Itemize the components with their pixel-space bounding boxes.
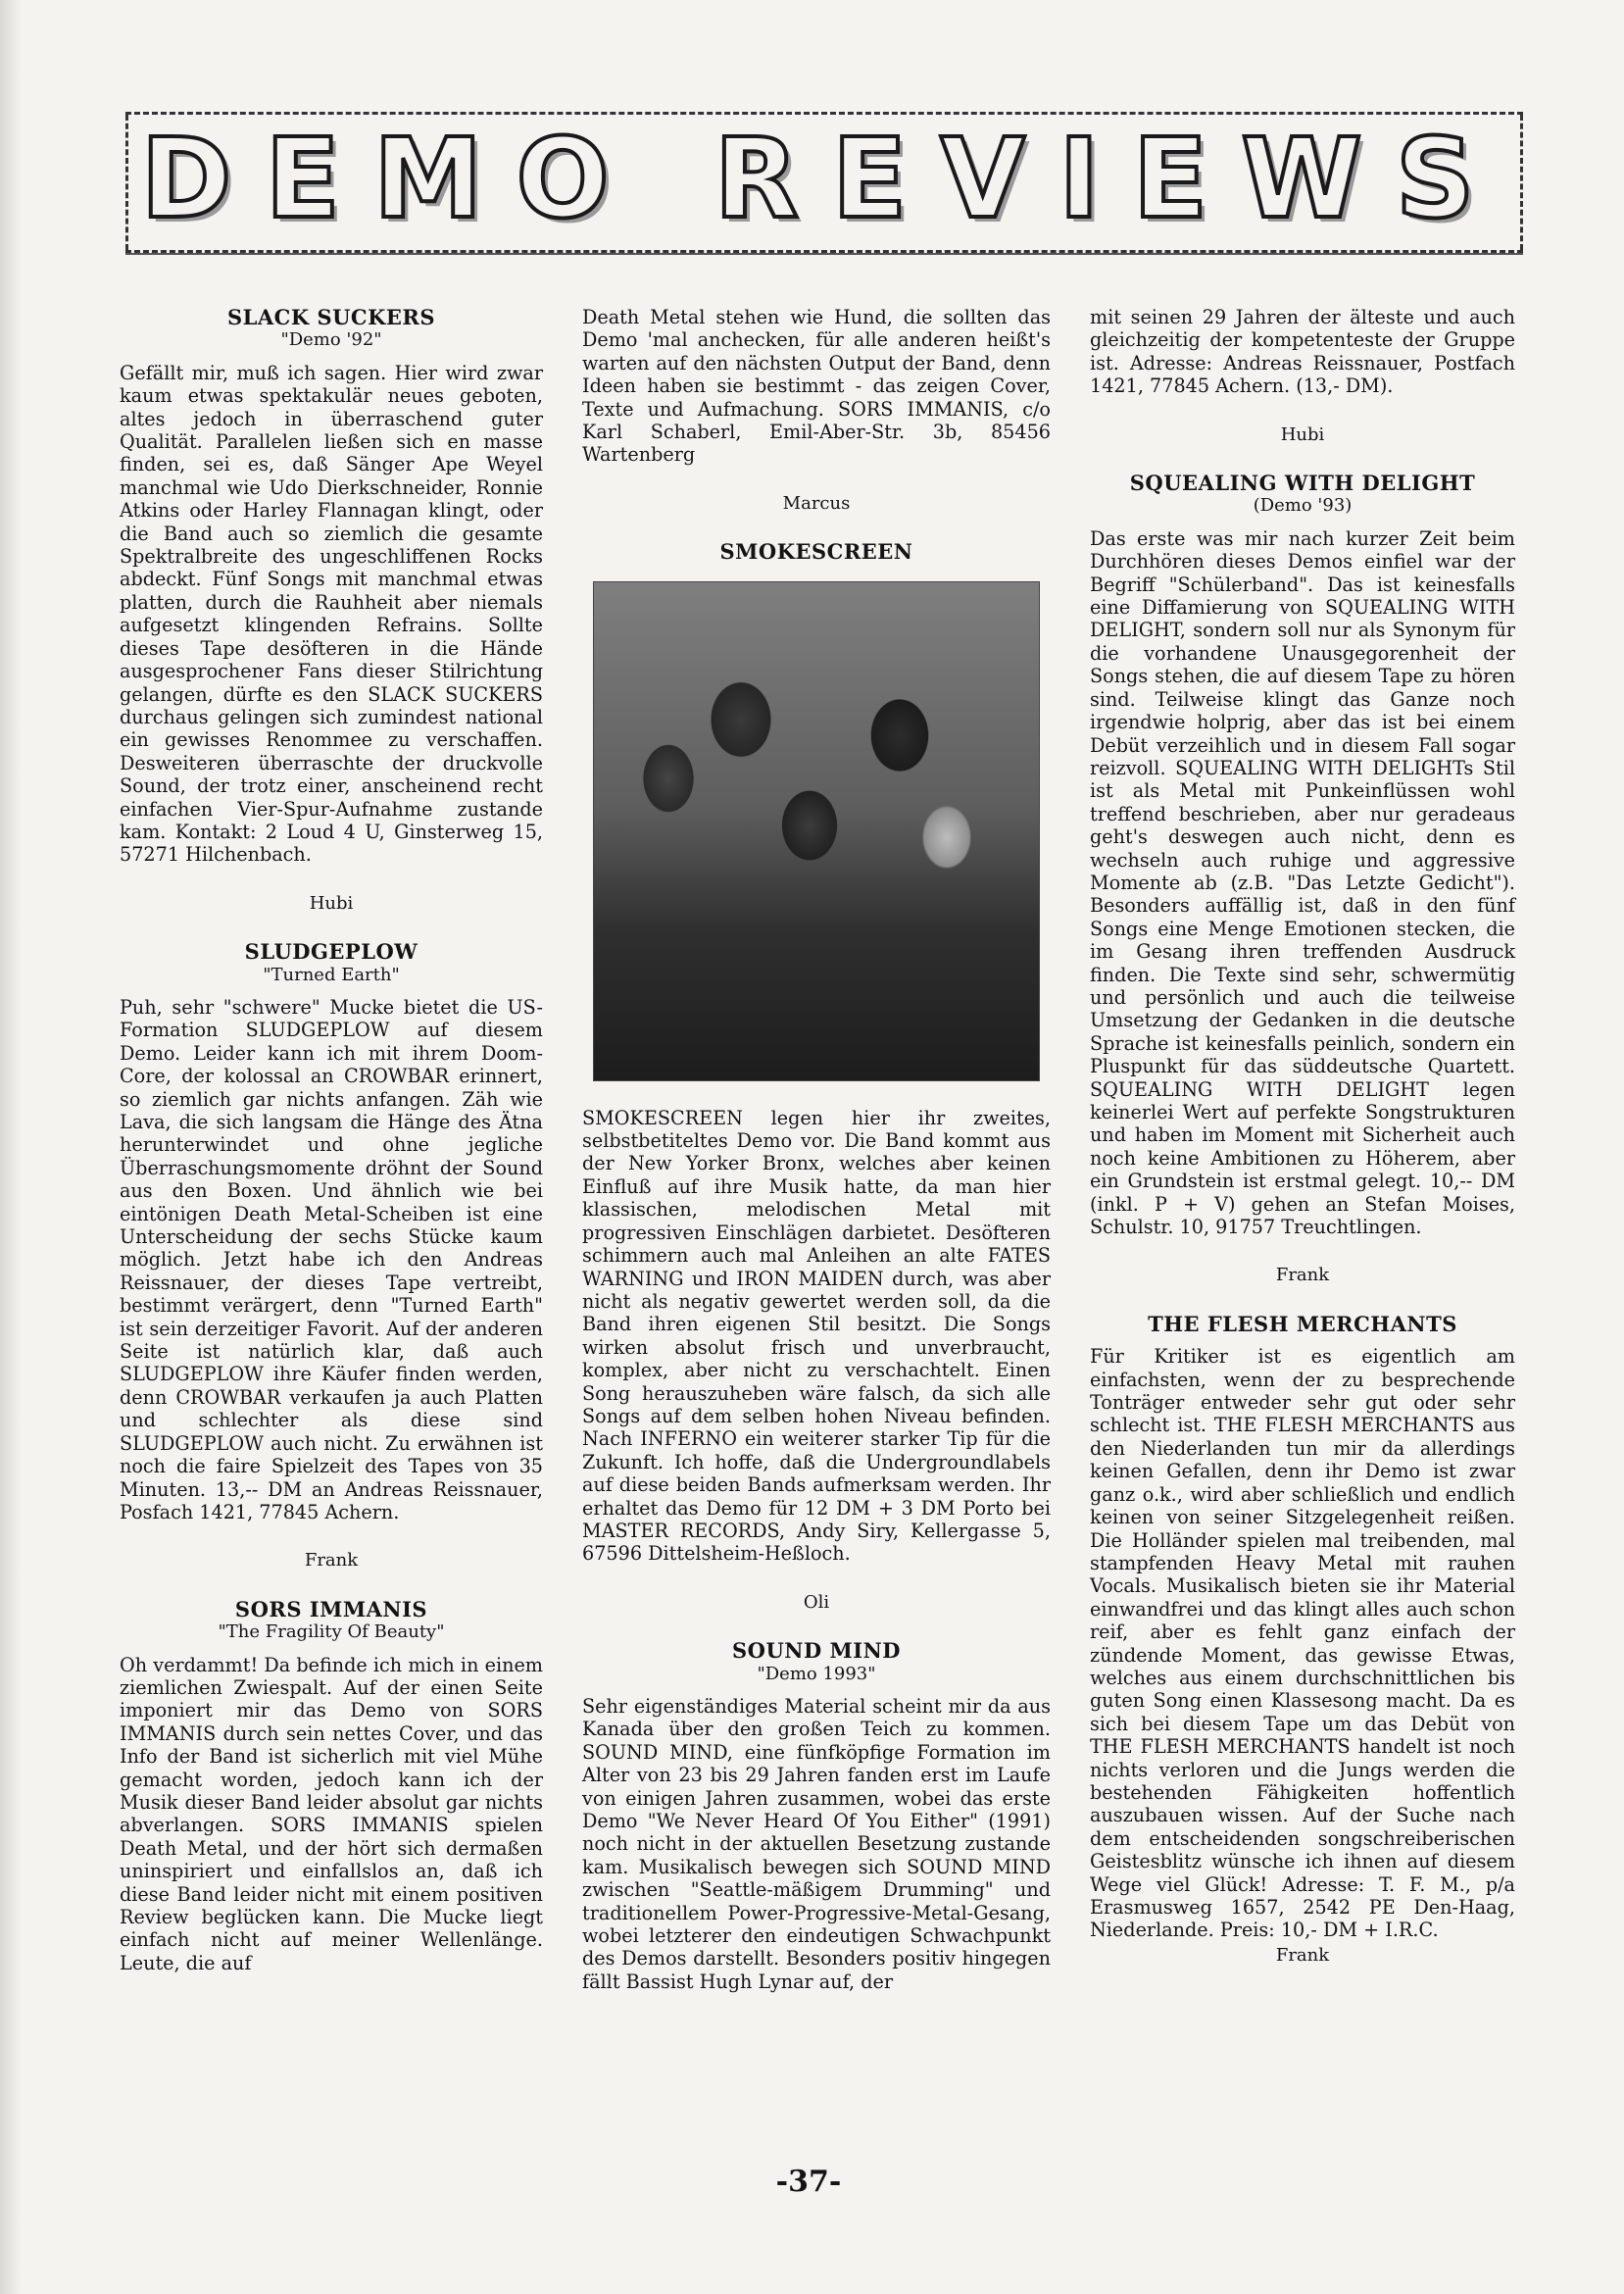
review-author: Hubi	[309, 892, 354, 914]
band-name: SQUEALING WITH DELIGHT	[1129, 471, 1476, 496]
review-author: Oli	[803, 1591, 830, 1613]
review-header-smokescreen	[582, 540, 1051, 563]
review-header-slack-suckers	[120, 306, 543, 352]
band-name: SLUDGEPLOW	[244, 939, 418, 965]
review-author: Frank	[1275, 1265, 1330, 1286]
review-author: Frank	[304, 1550, 359, 1571]
review-header-sors-immanis	[120, 1598, 543, 1644]
review-header-the-flesh-merchants	[1090, 1313, 1515, 1335]
review-text: Puh, sehr "schwere" Mucke bietet die US-Formation SLUDGEPLOW auf diesem Demo. Leider kann ich mit ihrem Doom-Core, der kolossal an CROWBAR erinnert, so ziemlich gar nichts anfangen. Zäh wie Lava, die sich langsam die Hänge des Ätna herunterwindet und ohne jegliche Überraschungsmomente dröhnt der Sound aus den Boxen. Und ähnlich wie bei eintönigen Death Metal-Scheiben ist eine Unterscheidung der sechs Stücke kaum möglich. Jetzt habe ich den Andreas Reissnauer, der dieses Tape vertreibt, bestimmt verärgert, denn "Turned Earth" ist sein derzeitiger Favorit. Auf der anderen Seite ist natürlich klar, daß auch SLUDGEPLOW ihre Käufer finden werden, denn CROWBAR verkaufen ja auch Platten und schlechter als diese sind SLUDGEPLOW auch nicht. Zu erwähnen ist noch die faire Spielzeit des Tapes von 35 Minuten. 13,-- DM an Andreas Reissnauer, Posfach 1421, 77845 Achern.	[120, 995, 543, 1523]
band-name: THE FLESH MERCHANTS	[1148, 1311, 1457, 1336]
review-header-sludgeplow	[120, 940, 543, 986]
column-left	[120, 306, 543, 1974]
review-text: Das erste was mir nach kurzer Zeit beim Durchhören dieses Demos einfiel war der Begriff "Schülerband". Das ist keinesfalls eine Diffamierung von SQUEALING WITH DELIGHT, sondern soll nur als Synonym für die vorhandene Unausgegorenheit der Songs stehen, die auf diesem Tape zu hören sind. Teilweise klingt das Ganze noch irgendwie holprig, aber das ist bei einem Debüt verzeihlich und in diesem Fall sogar reizvoll. SQUEALING WITH DELIGHTs Stil ist als Metal mit Punkeinflüssen wohl treffend beschrieben, aber nur geradeaus geht's deswegen auch nicht, denn es wechseln auch ruhige und aggressive Momente ab (z.B. "Das Letzte Gedicht"). Besonders auffällig ist, daß in den fünf Songs eine Menge Emotionen stecken, die im Gesang ihren treffenden Ausdruck finden. Die Texte sind sehr, schwermütig und persönlich und auch die teilweise Umsetzung der Gedanken in die deutsche Sprache ist keinesfalls peinlich, sondern ein Pluspunkt für das süddeutsche Quartett. SQUEALING WITH DELIGHT legen keinerlei Wert auf perfekte Songstrukturen und haben im Moment mit Sicherheit auch noch keine Ambitionen zu Höherem, aber ein Grundstein ist erstmal gelegt. 10,-- DM (inkl. P + V) gehen an Stefan Moises, Schulstr. 10, 91757 Treuchtlingen.	[1090, 526, 1515, 1239]
review-text: Für Kritiker ist es eigentlich am einfachsten, wenn der zu besprechende Tonträger entweder sehr gut oder sehr schlecht ist. THE FLESH MERCHANTS aus den Niederlanden tun mir da allerdings keinen Gefallen, denn ihr Demo ist zwar ganz o.k., wird aber schließlich und endlich keinen von seiner Sitzgelegenheit reißen. Die Holländer spielen mal treibenden, mal stampfenden Heavy Metal mit rauhen Vocals. Musikalisch bieten sie ihr Material einwandfrei und das klingt alles auch schon reif, aber es fehlt ganz einfach der zündende Moment, das gewisse Etwas, welches aus einem durchschnittlichen bis guten Song einen Klassesong macht. Da es sich bei diesem Tape um das Debüt von THE FLESH MERCHANTS handelt ist noch nichts verloren und die Jungs werden die bestehenden Fähigkeiten hoffentlich auszubauen wissen. Auf der Suche nach dem entscheidenden songschreiberischen Geistesblitz wünsche ich ihnen auf diesem Wege viel Glück! Adresse: T. F. M., p/a Erasmusweg 1657, 2542 PE Den-Haag, Niederlande. Preis: 10,- DM + I.R.C.	[1090, 1345, 1515, 1942]
release-title: "The Fragility Of Beauty"	[218, 1621, 445, 1643]
review-header-sound-mind	[582, 1639, 1051, 1685]
column-right	[1090, 306, 1515, 1992]
masthead-frame	[125, 112, 1523, 253]
review-text-continued: mit seinen 29 Jahren der älteste und auch gleichzeitig der kompetenteste der Gruppe ist. Adresse: Andreas Reissnauer, Postfach 1421, 77845 Achern. (13,- DM).	[1090, 306, 1515, 398]
review-text: Oh verdammt! Da befinde ich mich in einem ziemlichen Zwiespalt. Auf der einen Seite imponiert mir das Demo von SORS IMMANIS durch sein nettes Cover, und das Info der Band ist sicherlich mit viel Mühe gemacht worden, jedoch kann ich der Musik dieser Band leider absolut gar nichts abverlangen. SORS IMMANIS spielen Death Metal, und der hört sich dermaßen uninspiriert und einfallslos an, daß ich diese Band leider nicht mit einem positiven Review beglücken kann. Die Mucke liegt einfach nicht auf meiner Wellenlänge. Leute, die auf	[120, 1653, 543, 1974]
release-title: "Demo '92"	[280, 329, 382, 351]
page-edge-shadow	[0, 0, 22, 2294]
review-author: Hubi	[1280, 424, 1325, 445]
review-author: Frank	[1275, 1944, 1330, 1966]
band-name: SLACK SUCKERS	[226, 305, 436, 329]
masthead-title: DEMO REVIEWS	[140, 116, 1508, 243]
release-title: "Turned Earth"	[263, 964, 400, 985]
release-title: "Demo 1993"	[757, 1663, 876, 1684]
release-title: (Demo '93)	[1253, 495, 1353, 517]
review-text: Gefällt mir, muß ich sagen. Hier wird zwar kaum etwas spektakulär neues geboten, altes jedoch in überraschend guter Qualität. Parallelen ließen sich en masse finden, sei es, daß Sänger Ape Weyel manchmal wie Udo Dierkschneider, Ronnie Atkins oder Harley Flannagan klingt, oder die Band auch so ziemlich die gesamte Spektralbreite des ungeschliffenen Rocks abdeckt. Fünf Songs mit manchmal etwas platten, durch die Rauhheit aber niemals aufgesetzt klingenden Refrains. Sollte dieses Tape desöfteren in die Hände ausgesprochener Fans dieser Stilrichtung gelangen, dürfte es den SLACK SUCKERS durchaus gelingen sich zumindest national ein gewisses Renommee zu verschaffen. Desweiteren überraschte der druckvolle Sound, der trotz einer, anscheinend recht einfachen Vier-Spur-Aufnahme zustande kam. Kontakt: 2 Loud 4 U, Ginsterweg 15, 57271 Hilchenbach.	[120, 361, 543, 867]
review-text: Sehr eigenständiges Material scheint mir da aus Kanada über den großen Teich zu kommen. SOUND MIND, eine fünfköpfige Formation im Alter von 23 bis 29 Jahren fanden erst im Laufe von einigen Jahren zusammen, wobei das erste Demo "We Never Heard Of You Either" (1991) noch nicht in der aktuellen Besetzung zustande kam. Musikalisch bewegen sich SOUND MIND zwischen "Seattle-mäßigem Drumming" und traditionellem Power-Progressive-Metal-Gesang, wobei letzterer den eindeutigen Schwachpunkt des Demos darstellt. Besonders positiv hingegen fällt Bassist Hugh Lynar auf, der	[582, 1695, 1051, 1993]
review-text-continued: Death Metal stehen wie Hund, die sollten das Demo 'mal anchecken, für alle anderen heißt's warten auf den nächsten Output der Band, denn Ideen haben sie bestimmt - das zeigen Cover, Texte und Aufmachung. SORS IMMANIS, c/o Karl Schaberl, Emil-Aber-Str. 3b, 85456 Wartenberg	[582, 306, 1051, 467]
band-photo	[593, 581, 1040, 1081]
review-text: SMOKESCREEN legen hier ihr zweites, selbstbetiteltes Demo vor. Die Band kommt aus der New Yorker Bronx, welches aber keinen Einfluß auf ihre Musik hatte, da man hier klassischen, melodischen Metal mit progressiven Einschlägen darbietet. Desöfteren schimmern auch mal Anleihen an alte FATES WARNING und IRON MAIDEN durch, was aber nicht als negativ gewertet werden soll, da die Band ihren eigenen Stil besitzt. Die Songs wirken absolut frisch und unverbraucht, komplex, aber nicht zu verschachtelt. Einen Song herauszuheben wäre falsch, da sich alle Songs auf dem selben hohen Niveau befinden. Nach INFERNO ein weiterer starker Tip für die Zukunft. Ich hoffe, daß die Undergroundlabels auf diese beiden Bands aufmerksam werden. Ihr erhaltet das Demo für 12 DM + 3 DM Porto bei MASTER RECORDS, Andy Siry, Kellergasse 5, 67596 Dittelsheim-Heßloch.	[582, 1106, 1051, 1566]
masthead-title-box	[140, 116, 1508, 243]
column-middle	[582, 306, 1051, 1993]
band-name: SORS IMMANIS	[234, 1596, 428, 1621]
review-header-squealing-with-delight	[1090, 472, 1515, 518]
band-name: SMOKESCREEN	[719, 539, 913, 565]
review-author: Marcus	[782, 492, 851, 514]
band-name: SOUND MIND	[732, 1638, 901, 1664]
masthead-underline	[125, 253, 1523, 255]
page-number: -37-	[775, 2165, 842, 2199]
